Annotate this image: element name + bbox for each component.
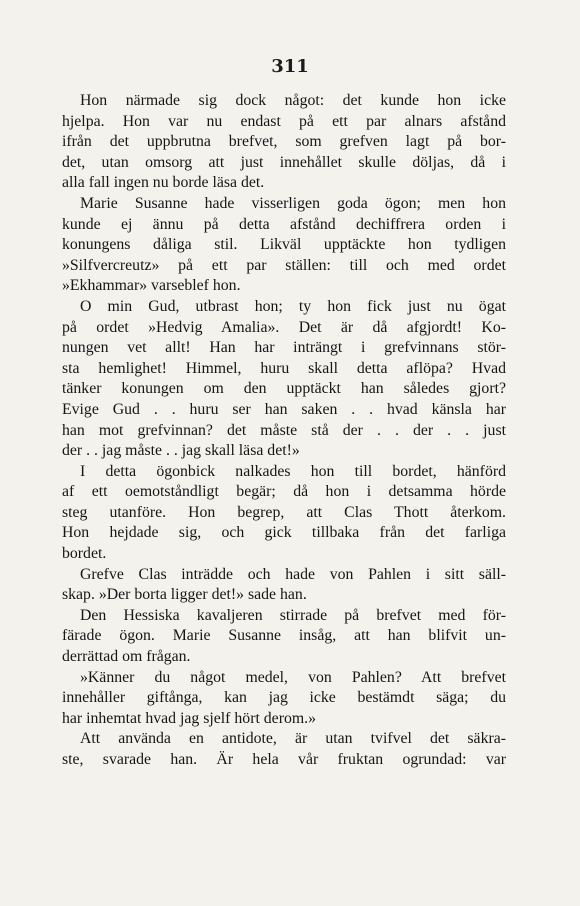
text-line: sta hemlighet! Himmel, huru skall detta aflöpa? Hvad xyxy=(62,359,506,377)
text-line: bordet. xyxy=(62,545,107,563)
paragraph-7 xyxy=(62,668,506,730)
text-line: nungen vet allt! Han har inträngt i grefvinnans stör- xyxy=(62,339,506,357)
paragraph-1 xyxy=(62,91,506,194)
paragraph-6 xyxy=(62,606,506,668)
text-line: »Ekhammar» varseblef hon. xyxy=(62,277,241,295)
text-line: tänker konungen om den upptäckt han således gjort? xyxy=(62,380,506,398)
text-line: Evige Gud . . huru ser han saken . . hvad känsla har xyxy=(62,400,506,418)
text-line: på ordet »Hedvig Amalia». Det är då afgjordt! Ko- xyxy=(62,318,506,336)
text-line: innehåller giftånga, kan jag icke bestämdt säga; du xyxy=(62,689,506,707)
paragraph-8 xyxy=(62,729,506,770)
text-line: färade ögon. Marie Susanne insåg, att han blifvit un- xyxy=(62,627,506,645)
body-text xyxy=(62,91,506,771)
text-line: »Silfvercreutz» på ett par ställen: till och med ordet xyxy=(62,256,506,274)
text-line: ste, svarade han. Är hela vår fruktan ogrundad: var xyxy=(62,751,506,768)
text-line: hjelpa. Hon var nu endast på ett par alnars afstånd xyxy=(62,112,506,130)
text-line: Hon närmade sig dock något: det kunde hon icke xyxy=(80,92,506,109)
text-line: skap. »Der borta ligger det!» sade han. xyxy=(62,586,307,604)
paragraph-4 xyxy=(62,462,506,565)
text-line: steg utanföre. Hon begrep, att Clas Thott återkom. xyxy=(62,503,506,521)
text-line: O min Gud, utbrast hon; ty hon fick just nu ögat xyxy=(80,297,506,315)
text-line: I detta ögonbick nalkades hon till bordet, hänförd xyxy=(80,462,506,480)
text-line: »Känner du något medel, von Pahlen? Att brefvet xyxy=(80,668,506,686)
text-line: kunde ej ännu på detta afstånd dechiffrera orden i xyxy=(62,215,506,233)
text-line: af ett oemotståndligt begär; då hon i detsamma hörde xyxy=(62,483,506,501)
paragraph-5 xyxy=(62,565,506,606)
text-line: det, utan omsorg att just innehållet skulle döljas, då i xyxy=(62,153,506,171)
text-line: derrättad om frågan. xyxy=(62,648,191,666)
text-line: alla fall ingen nu borde läsa det. xyxy=(62,174,265,192)
text-line: har inhemtat hvad jag sjelf hört derom.» xyxy=(62,709,316,727)
text-line: Marie Susanne hade visserligen goda ögon; men hon xyxy=(80,194,506,212)
paragraph-2 xyxy=(62,194,506,297)
page-number: 311 xyxy=(271,56,309,77)
text-line: Hon hejdade sig, och gick tillbaka från det farliga xyxy=(62,524,506,542)
text-line: ifrån det uppbrutna brefvet, som grefven lagt på bor- xyxy=(62,133,506,151)
text-line: Den Hessiska kavaljeren stirrade på brefvet med för- xyxy=(80,606,506,624)
paragraph-3 xyxy=(62,297,506,462)
text-line: der . . jag måste . . jag skall läsa det!» xyxy=(62,442,300,460)
text-line: konungens dåliga stil. Likväl upptäckte hon tydligen xyxy=(62,236,506,254)
text-line: Grefve Clas inträdde och hade von Pahlen i sitt säll- xyxy=(80,565,506,583)
text-line: Att använda en antidote, är utan tvifvel det säkra- xyxy=(80,730,506,748)
text-line: han mot grefvinnan? det måste stå der . . der . . just xyxy=(62,421,506,439)
